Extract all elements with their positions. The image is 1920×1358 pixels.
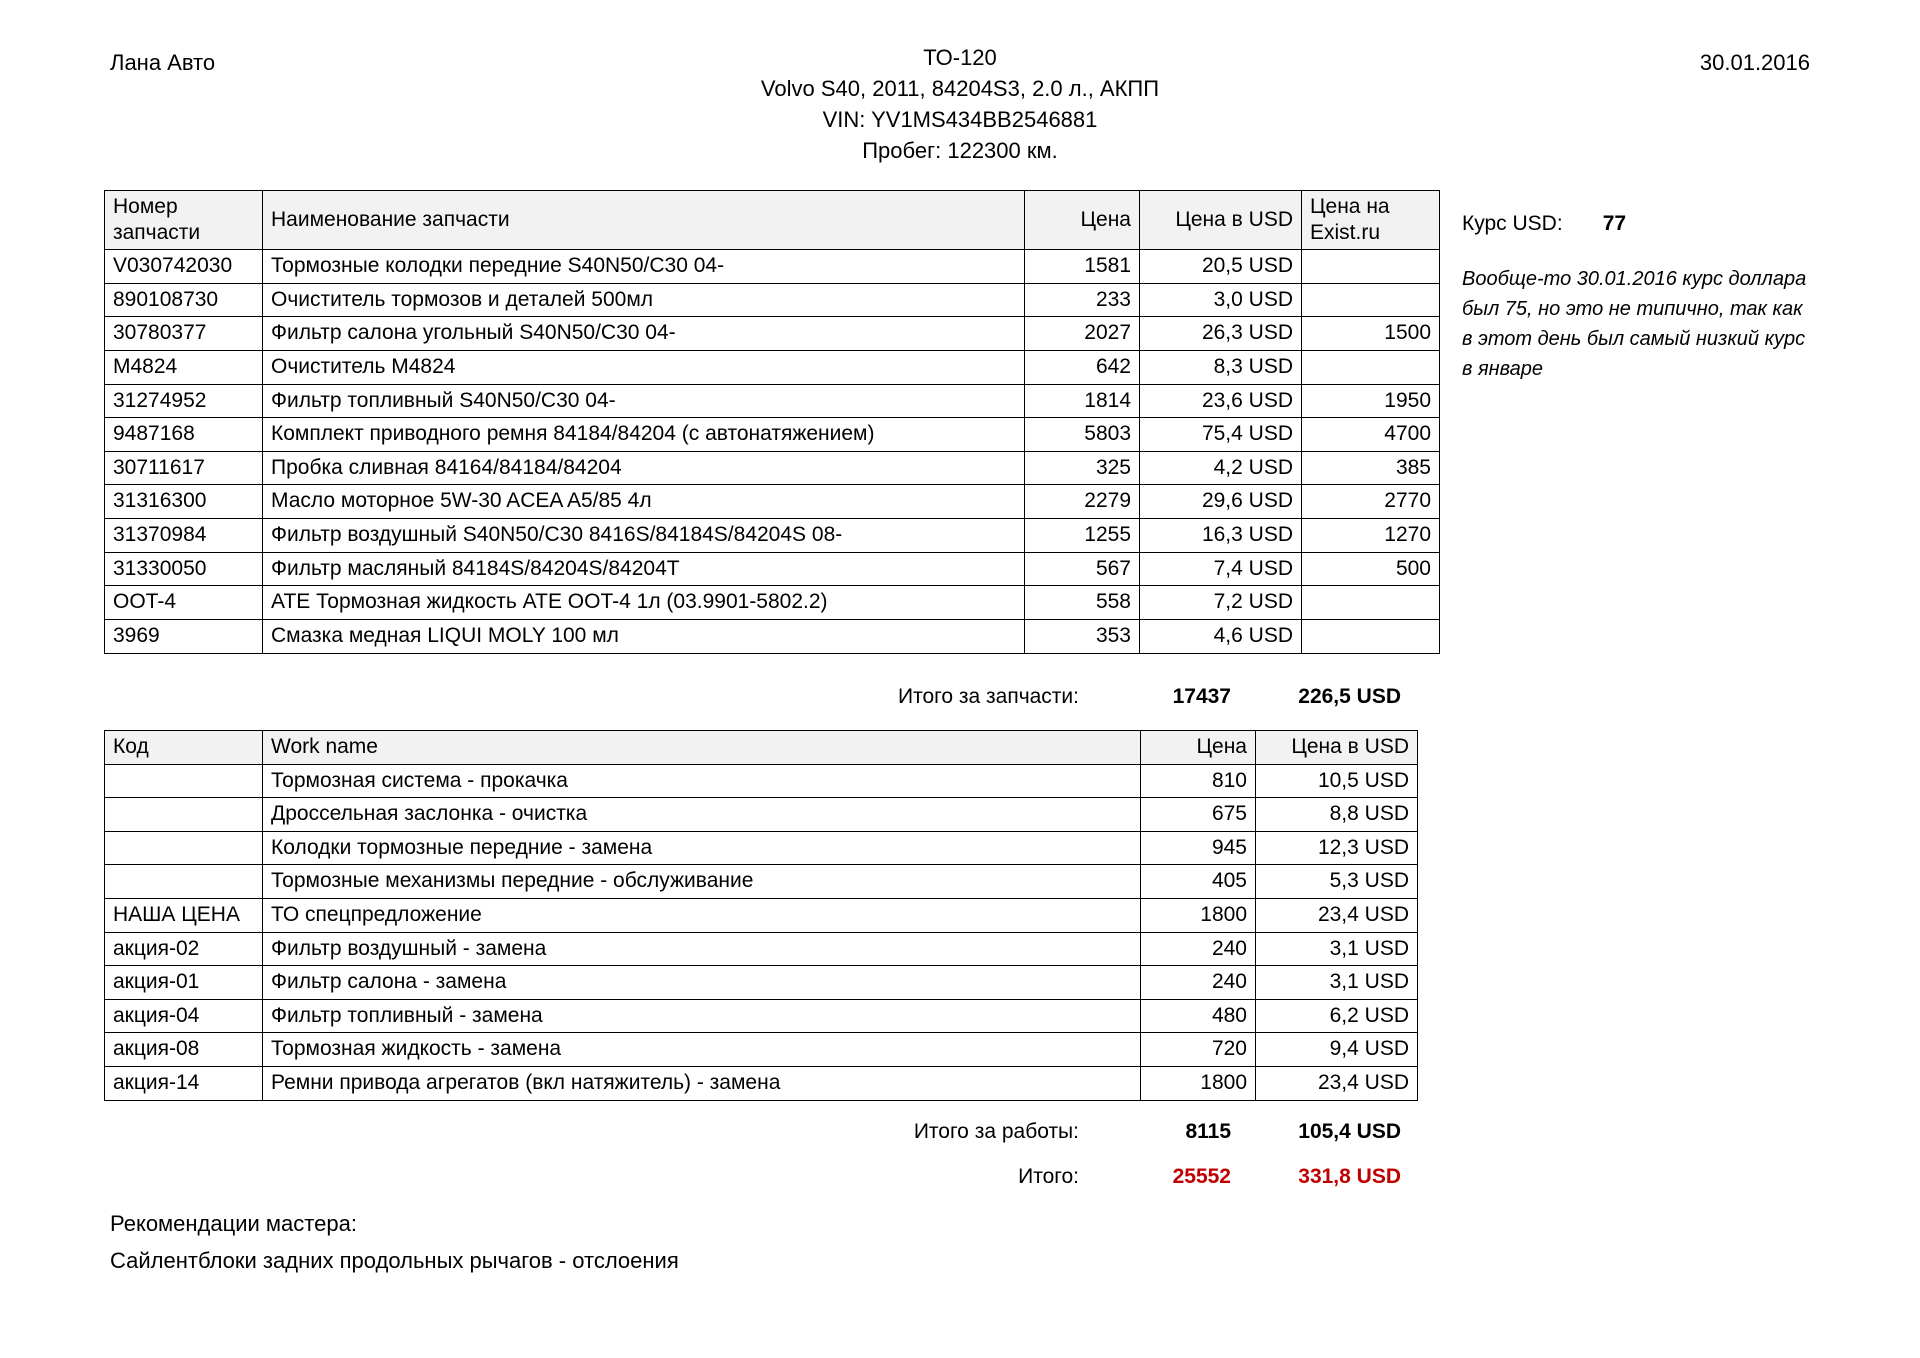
work-price: 1800 (1141, 1067, 1256, 1101)
usd-rate-line (1462, 212, 1882, 236)
vin-info: VIN: YV1MS434BB2546881 (822, 107, 1098, 132)
works-col-price: Цена (1141, 731, 1256, 765)
work-code: НАША ЦЕНА (105, 899, 263, 933)
table-row (105, 999, 1418, 1033)
part-price-exist (1302, 586, 1440, 620)
grand-total-label: Итого: (1018, 1165, 1079, 1188)
work-price: 240 (1141, 966, 1256, 1000)
parts-col-exist-line1: Цена на (1310, 195, 1390, 218)
part-price: 1814 (1025, 384, 1140, 418)
recommendations-label: Рекомендации мастера: (110, 1211, 357, 1236)
work-price-usd: 8,8 USD (1256, 798, 1418, 832)
part-price-usd: 3,0 USD (1140, 283, 1302, 317)
table-row (105, 283, 1440, 317)
part-price: 2279 (1025, 485, 1140, 519)
table-row (105, 764, 1418, 798)
part-price-usd: 7,4 USD (1140, 552, 1302, 586)
works-col-usd: Цена в USD (1256, 731, 1418, 765)
part-name: ATE Тормозная жидкость ATE OOT-4 1л (03.9901-5802.2) (263, 586, 1025, 620)
works-col-name: Work name (263, 731, 1141, 765)
usd-rate-value: 77 (1602, 212, 1627, 235)
part-name: Фильтр воздушный S40N50/C30 8416S/84184S/84204S 08- (263, 519, 1025, 553)
works-table-head (105, 731, 1418, 765)
parts-col-number-line2: запчасти (113, 220, 201, 244)
parts-col-usd: Цена в USD (1140, 191, 1302, 250)
part-price-exist (1302, 619, 1440, 653)
header-center-block (0, 42, 1920, 166)
grand-total-usd: 331,8 USD (1298, 1165, 1401, 1188)
work-name: Дроссельная заслонка - очистка (263, 798, 1141, 832)
part-price: 1581 (1025, 250, 1140, 284)
part-number: 30711617 (105, 451, 263, 485)
part-price: 1255 (1025, 519, 1140, 553)
work-price-usd: 23,4 USD (1256, 1067, 1418, 1101)
work-price-usd: 6,2 USD (1256, 999, 1418, 1033)
table-row (105, 485, 1440, 519)
part-price-usd: 75,4 USD (1140, 418, 1302, 452)
part-number: M4824 (105, 351, 263, 385)
usd-rate-note-line1: Вообще-то 30.01.2016 курс доллара (1462, 268, 1807, 290)
part-price-usd: 20,5 USD (1140, 250, 1302, 284)
part-price: 233 (1025, 283, 1140, 317)
usd-rate-note (1462, 264, 1862, 384)
table-row (105, 1033, 1418, 1067)
part-number: 30780377 (105, 317, 263, 351)
table-row (105, 619, 1440, 653)
part-price-usd: 8,3 USD (1140, 351, 1302, 385)
table-row (105, 384, 1440, 418)
work-price: 405 (1141, 865, 1256, 899)
mileage-info: Пробег: 122300 км. (862, 138, 1058, 163)
part-price-usd: 23,6 USD (1140, 384, 1302, 418)
usd-rate-note-line4: в январе (1462, 358, 1544, 380)
work-price-usd: 3,1 USD (1256, 932, 1418, 966)
work-name: ТО спецпредложение (263, 899, 1141, 933)
part-price-exist (1302, 283, 1440, 317)
work-price: 720 (1141, 1033, 1256, 1067)
part-name: Очиститель тормозов и деталей 500мл (263, 283, 1025, 317)
parts-col-name: Наименование запчасти (263, 191, 1025, 250)
part-name: Пробка сливная 84164/84184/84204 (263, 451, 1025, 485)
work-price-usd: 10,5 USD (1256, 764, 1418, 798)
usd-rate-label: Курс USD: (1462, 212, 1563, 235)
work-name: Фильтр воздушный - замена (263, 932, 1141, 966)
part-name: Очиститель M4824 (263, 351, 1025, 385)
document-date: 30.01.2016 (1699, 50, 1810, 75)
work-price-usd: 3,1 USD (1256, 966, 1418, 1000)
table-row (105, 552, 1440, 586)
part-name: Тормозные колодки передние S40N50/C30 04- (263, 250, 1025, 284)
recommendations-text: Сайлентблоки задних продольных рычагов - отслоения (110, 1248, 679, 1273)
part-price: 567 (1025, 552, 1140, 586)
parts-total-row (104, 680, 1439, 714)
work-name: Колодки тормозные передние - замена (263, 831, 1141, 865)
work-price-usd: 9,4 USD (1256, 1033, 1418, 1067)
parts-table-container (104, 190, 1439, 654)
table-row (105, 451, 1440, 485)
parts-total-price: 17437 (1172, 685, 1231, 708)
part-name: Смазка медная LIQUI MOLY 100 мл (263, 619, 1025, 653)
work-price: 675 (1141, 798, 1256, 832)
part-number: 890108730 (105, 283, 263, 317)
table-row (105, 1067, 1418, 1101)
table-row (105, 932, 1418, 966)
table-row (105, 899, 1418, 933)
service-title: ТО-120 (923, 45, 997, 70)
work-price: 810 (1141, 764, 1256, 798)
document-header (0, 42, 1920, 172)
usd-rate-note-line3: в этот день был самый низкий курс (1462, 328, 1806, 350)
work-price: 480 (1141, 999, 1256, 1033)
parts-header-row (105, 191, 1440, 250)
table-row (105, 418, 1440, 452)
part-number: 31370984 (105, 519, 263, 553)
part-price: 2027 (1025, 317, 1140, 351)
parts-col-number (105, 191, 263, 250)
vehicle-info: Volvo S40, 2011, 84204S3, 2.0 л., АКПП (760, 76, 1160, 101)
work-name: Фильтр салона - замена (263, 966, 1141, 1000)
table-row (105, 351, 1440, 385)
part-price: 325 (1025, 451, 1140, 485)
work-price: 240 (1141, 932, 1256, 966)
part-price: 353 (1025, 619, 1140, 653)
work-code (105, 865, 263, 899)
work-name: Ремни привода агрегатов (вкл натяжитель) - замена (263, 1067, 1141, 1101)
part-name: Фильтр масляный 84184S/84204S/84204T (263, 552, 1025, 586)
table-row (105, 865, 1418, 899)
parts-col-exist-line2: Exist.ru (1310, 220, 1381, 244)
part-price-exist (1302, 351, 1440, 385)
works-table-body (105, 764, 1418, 1100)
part-name: Фильтр топливный S40N50/C30 04- (263, 384, 1025, 418)
part-number: 31330050 (105, 552, 263, 586)
work-code (105, 764, 263, 798)
part-name: Комплект приводного ремня 84184/84204 (с автонатяжением) (263, 418, 1025, 452)
parts-col-price: Цена (1025, 191, 1140, 250)
work-code: акция-01 (105, 966, 263, 1000)
work-price: 1800 (1141, 899, 1256, 933)
company-name: Лана Авто (110, 50, 216, 75)
part-price: 5803 (1025, 418, 1140, 452)
part-name: Масло моторное 5W-30 ACEA A5/85 4л (263, 485, 1025, 519)
parts-table-head (105, 191, 1440, 250)
part-price-exist: 4700 (1302, 418, 1440, 452)
works-total-price: 8115 (1185, 1120, 1231, 1143)
part-price: 558 (1025, 586, 1140, 620)
part-price-exist: 1950 (1302, 384, 1440, 418)
usd-rate-note-line2: был 75, но это не типично, так как (1462, 298, 1803, 320)
usd-rate-panel (1462, 212, 1882, 384)
part-number: 9487168 (105, 418, 263, 452)
work-name: Фильтр топливный - замена (263, 999, 1141, 1033)
part-price-usd: 16,3 USD (1140, 519, 1302, 553)
works-header-row (105, 731, 1418, 765)
parts-table (104, 190, 1440, 654)
parts-total-label: Итого за запчасти: (898, 685, 1079, 708)
part-price-exist: 385 (1302, 451, 1440, 485)
work-price-usd: 23,4 USD (1256, 899, 1418, 933)
part-price-usd: 29,6 USD (1140, 485, 1302, 519)
work-code: акция-08 (105, 1033, 263, 1067)
works-total-label: Итого за работы: (913, 1120, 1079, 1143)
work-code (105, 798, 263, 832)
work-code (105, 831, 263, 865)
work-name: Тормозная жидкость - замена (263, 1033, 1141, 1067)
master-recommendations (110, 1205, 1310, 1279)
work-code: акция-04 (105, 999, 263, 1033)
table-row (105, 966, 1418, 1000)
part-price-exist: 2770 (1302, 485, 1440, 519)
works-col-code: Код (105, 731, 263, 765)
work-name: Тормозные механизмы передние - обслуживание (263, 865, 1141, 899)
table-row (105, 317, 1440, 351)
parts-col-number-line1: Номер (113, 195, 178, 218)
part-number: 31316300 (105, 485, 263, 519)
work-code: акция-02 (105, 932, 263, 966)
work-price-usd: 5,3 USD (1256, 865, 1418, 899)
part-price-exist: 1270 (1302, 519, 1440, 553)
part-number: V030742030 (105, 250, 263, 284)
part-price-usd: 4,6 USD (1140, 619, 1302, 653)
table-row (105, 798, 1418, 832)
part-price-usd: 7,2 USD (1140, 586, 1302, 620)
parts-table-body (105, 250, 1440, 653)
part-number: 31274952 (105, 384, 263, 418)
part-name: Фильтр салона угольный S40N50/C30 04- (263, 317, 1025, 351)
work-name: Тормозная система - прокачка (263, 764, 1141, 798)
work-price-usd: 12,3 USD (1256, 831, 1418, 865)
part-price-usd: 4,2 USD (1140, 451, 1302, 485)
part-price-exist: 500 (1302, 552, 1440, 586)
grand-total-price: 25552 (1172, 1165, 1231, 1188)
part-price: 642 (1025, 351, 1140, 385)
parts-col-exist (1302, 191, 1440, 250)
works-table-container (104, 730, 1417, 1101)
parts-total-usd: 226,5 USD (1298, 685, 1401, 708)
part-price-usd: 26,3 USD (1140, 317, 1302, 351)
table-row (105, 586, 1440, 620)
part-number: OOT-4 (105, 586, 263, 620)
table-row (105, 250, 1440, 284)
table-row (105, 519, 1440, 553)
table-row (105, 831, 1418, 865)
part-price-exist (1302, 250, 1440, 284)
grand-total-row (104, 1160, 1439, 1194)
part-number: 3969 (105, 619, 263, 653)
work-price: 945 (1141, 831, 1256, 865)
works-table (104, 730, 1418, 1101)
work-code: акция-14 (105, 1067, 263, 1101)
works-total-usd: 105,4 USD (1298, 1120, 1401, 1143)
works-total-row (104, 1115, 1439, 1149)
part-price-exist: 1500 (1302, 317, 1440, 351)
